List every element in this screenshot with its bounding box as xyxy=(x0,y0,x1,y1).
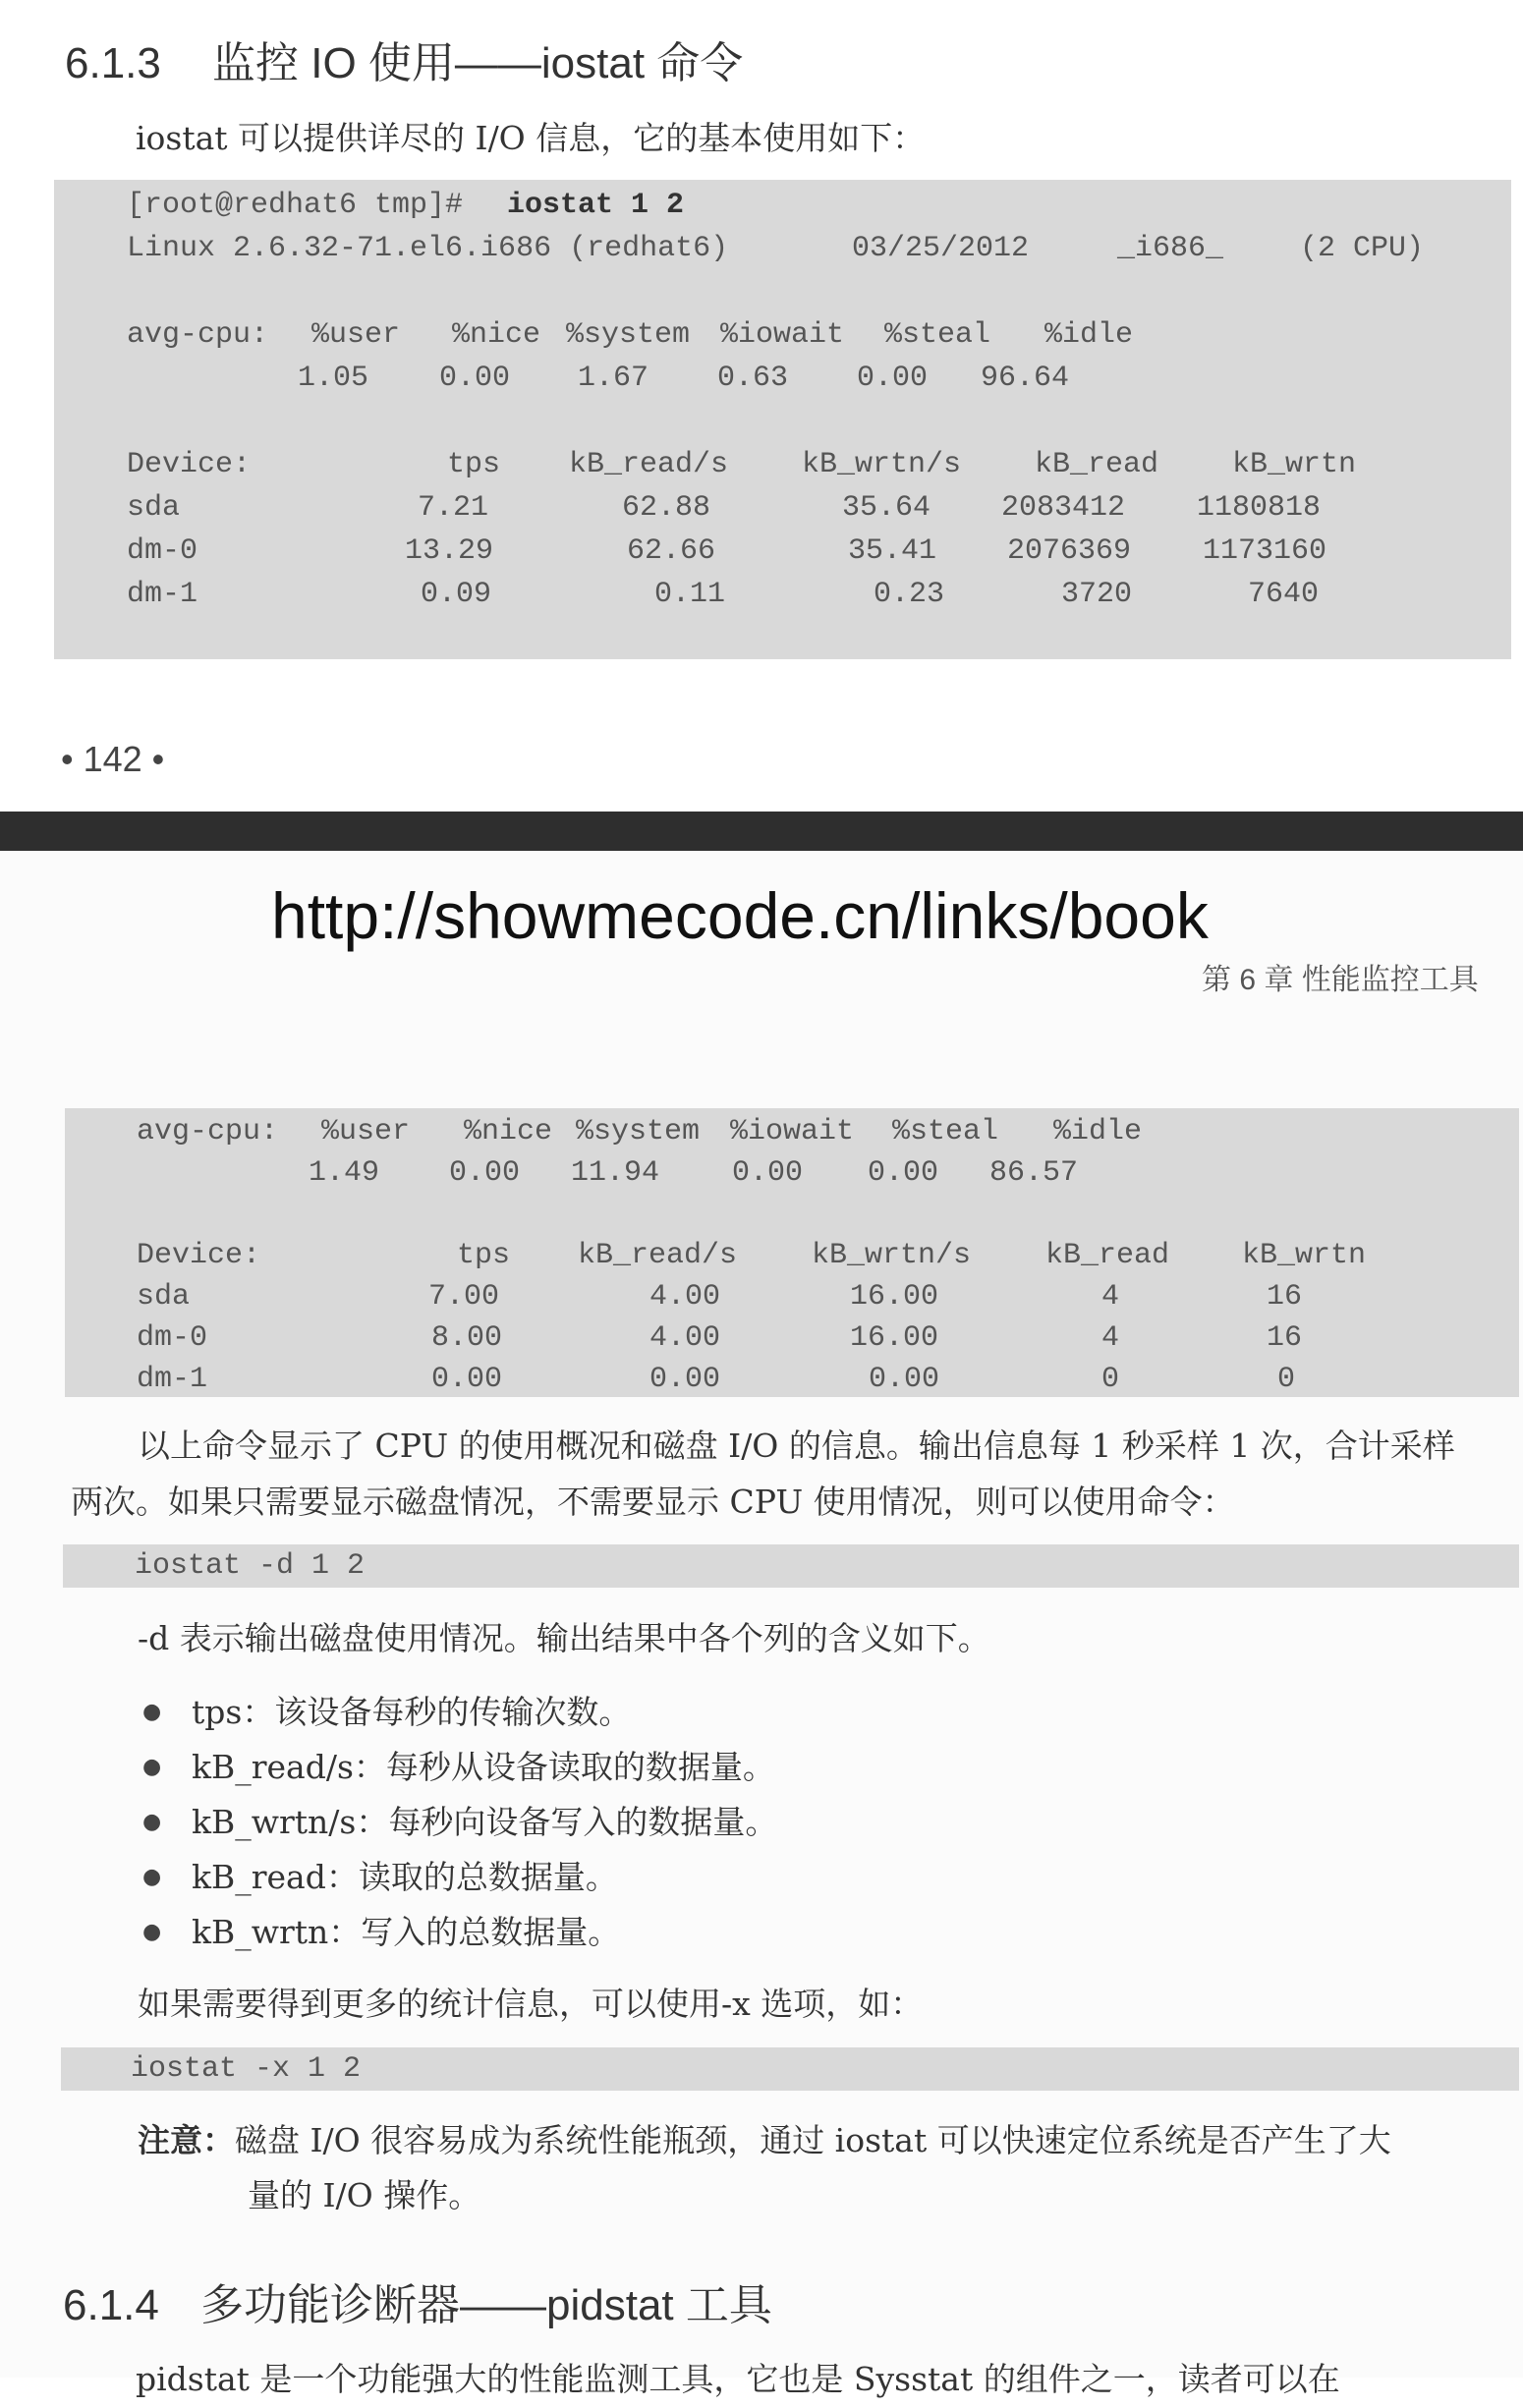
device-header-cell: tps xyxy=(457,1239,511,1272)
device-cell: 4 xyxy=(1101,1280,1120,1314)
cpu-value-cell: 0.00 xyxy=(439,362,511,395)
section-heading-614 xyxy=(63,2269,772,2332)
device-row xyxy=(65,1275,1519,1318)
section-title: 多功能诊断器——pidstat 工具 xyxy=(200,2281,772,2329)
device-cell: 4.00 xyxy=(649,1321,721,1355)
section-number: 6.1.4 xyxy=(63,2281,159,2329)
device-cell: 16 xyxy=(1267,1280,1303,1314)
device-header-cell: kB_read xyxy=(1045,1239,1170,1272)
device-row xyxy=(54,573,1511,616)
code-block-iostat-x xyxy=(61,2047,1519,2091)
paragraph-columns-intro: -d 表示输出磁盘使用情况。输出结果中各个列的含义如下。 xyxy=(138,1619,990,1657)
section-heading-613 xyxy=(65,28,743,90)
cpu-values-row xyxy=(54,357,1511,400)
note-line-continued: 量的 I/O 操作。 xyxy=(248,2176,481,2214)
device-cell: 62.88 xyxy=(622,491,711,525)
top-page xyxy=(0,0,1523,815)
cpu-value-cell: 1.05 xyxy=(298,362,369,395)
chapter-header: 第 6 章 性能监控工具 xyxy=(1202,964,1479,996)
cpu-header-row xyxy=(54,313,1511,357)
device-cell: 2083412 xyxy=(1001,491,1126,525)
command-line xyxy=(54,184,1511,227)
column-definitions-list xyxy=(142,1685,1420,1960)
device-cell: 35.41 xyxy=(848,534,937,568)
device-cell: sda xyxy=(137,1280,191,1314)
device-cell: 4.00 xyxy=(649,1280,721,1314)
device-row xyxy=(54,530,1511,573)
device-cell: 8.00 xyxy=(431,1321,503,1355)
device-cell: 0 xyxy=(1101,1363,1120,1396)
cpu-value-cell: 11.94 xyxy=(571,1156,660,1190)
device-cell: 16.00 xyxy=(850,1280,939,1314)
cpu-value-cell: 96.64 xyxy=(981,362,1070,395)
cpu-header-cell: avg-cpu: xyxy=(127,318,269,352)
code-line xyxy=(63,1544,1519,1588)
note-line xyxy=(138,2112,1391,2169)
cpu-header-cell: %iowait xyxy=(720,318,845,352)
cpu-values-row xyxy=(65,1151,1519,1195)
code-block-iostat-d xyxy=(63,1544,1519,1588)
paragraph-x-option: 如果需要得到更多的统计信息，可以使用-x 选项，如： xyxy=(138,1985,924,2023)
cpu-value-cell: 86.57 xyxy=(989,1156,1079,1190)
cpu-header-row xyxy=(65,1110,1519,1153)
command-text: iostat 1 2 xyxy=(507,189,685,222)
device-cell: dm-1 xyxy=(137,1363,208,1396)
note-label: 注意： xyxy=(138,2121,235,2159)
section-title: 监控 IO 使用——iostat 命令 xyxy=(212,39,744,87)
cpu-value-cell: 0.00 xyxy=(732,1156,804,1190)
code-line xyxy=(61,2047,1519,2091)
cpu-value-cell: 0.00 xyxy=(449,1156,521,1190)
list-item: ● kB_read：读取的总数据量。 xyxy=(142,1850,1420,1905)
code-block-iostat-continued xyxy=(65,1108,1519,1397)
device-cell: 1173160 xyxy=(1203,534,1327,568)
watermark-url: http://showmecode.cn/links/book xyxy=(271,879,1209,952)
device-cell: 0.00 xyxy=(649,1363,721,1396)
cpu-header-cell: %nice xyxy=(452,318,541,352)
device-cell: 35.64 xyxy=(842,491,931,525)
device-cell: sda xyxy=(127,491,181,525)
cpu-header-cell: %user xyxy=(311,318,401,352)
cpu-header-cell: %steal xyxy=(892,1115,999,1148)
device-row xyxy=(65,1358,1519,1401)
device-cell: 0.09 xyxy=(421,578,492,611)
list-item: ● kB_wrtn：写入的总数据量。 xyxy=(142,1905,1420,1960)
section-number: 6.1.3 xyxy=(65,39,161,87)
list-item: ● tps：该设备每秒的传输次数。 xyxy=(142,1685,1420,1740)
cpu-header-cell: %steal xyxy=(884,318,991,352)
list-item: ● kB_read/s：每秒从设备读取的数据量。 xyxy=(142,1740,1420,1795)
cpu-header-cell: %system xyxy=(566,318,691,352)
cpu-header-cell: %nice xyxy=(464,1115,553,1148)
device-cell: 1180818 xyxy=(1197,491,1322,525)
device-cell: 2076369 xyxy=(1007,534,1132,568)
sysinfo-arch: _i686_ xyxy=(1117,232,1224,265)
device-cell: 4 xyxy=(1101,1321,1120,1355)
device-header-cell: Device: xyxy=(127,448,252,481)
device-cell: 16 xyxy=(1267,1321,1303,1355)
code-block-iostat xyxy=(54,180,1511,659)
device-row xyxy=(65,1316,1519,1360)
device-cell: 0 xyxy=(1277,1363,1296,1396)
cpu-value-cell: 0.00 xyxy=(857,362,929,395)
device-header-cell: kB_wrtn/s xyxy=(812,1239,972,1272)
device-header-cell: kB_read/s xyxy=(569,448,729,481)
cpu-value-cell: 1.49 xyxy=(309,1156,380,1190)
paragraph-line: 两次。如果只需要显示磁盘情况，不需要显示 CPU 使用情况，则可以使用命令： xyxy=(71,1483,1235,1521)
cpu-header-cell: %idle xyxy=(1044,318,1134,352)
device-header-cell: kB_read xyxy=(1035,448,1159,481)
device-row xyxy=(54,486,1511,530)
sysinfo-date: 03/25/2012 xyxy=(852,232,1030,265)
device-cell: 0.11 xyxy=(654,578,726,611)
device-cell: dm-0 xyxy=(137,1321,208,1355)
list-item: ● kB_wrtn/s：每秒向设备写入的数据量。 xyxy=(142,1795,1420,1850)
device-header-cell: kB_wrtn/s xyxy=(802,448,962,481)
cpu-header-cell: avg-cpu: xyxy=(137,1115,279,1148)
paragraph-line: 以上命令显示了 CPU 的使用概况和磁盘 I/O 的信息。输出信息每 1 秒采样 1 次，合计采样 xyxy=(138,1427,1455,1465)
device-header-cell: kB_read/s xyxy=(578,1239,738,1272)
sysinfo-cpu: (2 CPU) xyxy=(1300,232,1425,265)
device-header-cell: kB_wrtn xyxy=(1242,1239,1367,1272)
shell-prompt: [root@redhat6 tmp]# xyxy=(127,189,481,222)
device-cell: 7.00 xyxy=(428,1280,500,1314)
device-cell: dm-1 xyxy=(127,578,198,611)
device-cell: 0.00 xyxy=(869,1363,940,1396)
device-header-row xyxy=(65,1234,1519,1277)
page-number: • 142 • xyxy=(61,739,165,779)
device-header-cell: tps xyxy=(447,448,501,481)
device-header-cell: Device: xyxy=(137,1239,261,1272)
cut-off-paragraph: pidstat 是一个功能强大的性能监测工具，它也是 Sysstat 的组件之一，读者可以在 xyxy=(136,2360,1340,2398)
device-cell: 62.66 xyxy=(627,534,716,568)
device-header-cell: kB_wrtn xyxy=(1232,448,1357,481)
sysinfo-kernel: Linux 2.6.32-71.el6.i686 (redhat6) xyxy=(127,232,729,265)
device-cell: 16.00 xyxy=(850,1321,939,1355)
page-divider xyxy=(0,812,1523,851)
command-iostat-d: iostat -d 1 2 xyxy=(135,1549,366,1583)
device-cell: 0.23 xyxy=(874,578,945,611)
cpu-header-cell: %system xyxy=(576,1115,701,1148)
device-cell: 3720 xyxy=(1061,578,1133,611)
cpu-header-cell: %idle xyxy=(1053,1115,1143,1148)
cpu-header-cell: %user xyxy=(321,1115,411,1148)
device-header-row xyxy=(54,443,1511,486)
cpu-value-cell: 1.67 xyxy=(578,362,649,395)
device-cell: 7640 xyxy=(1248,578,1320,611)
sysinfo-line xyxy=(54,227,1511,270)
device-cell: dm-0 xyxy=(127,534,198,568)
cpu-header-cell: %iowait xyxy=(730,1115,855,1148)
device-cell: 13.29 xyxy=(405,534,494,568)
cpu-value-cell: 0.63 xyxy=(717,362,789,395)
command-iostat-x: iostat -x 1 2 xyxy=(131,2052,362,2086)
intro-paragraph: iostat 可以提供详尽的 I/O 信息，它的基本使用如下： xyxy=(136,119,926,157)
note-text: 磁盘 I/O 很容易成为系统性能瓶颈，通过 iostat 可以快速定位系统是否产生了大 xyxy=(235,2121,1391,2159)
device-cell: 0.00 xyxy=(431,1363,503,1396)
cpu-value-cell: 0.00 xyxy=(868,1156,939,1190)
device-cell: 7.21 xyxy=(418,491,489,525)
